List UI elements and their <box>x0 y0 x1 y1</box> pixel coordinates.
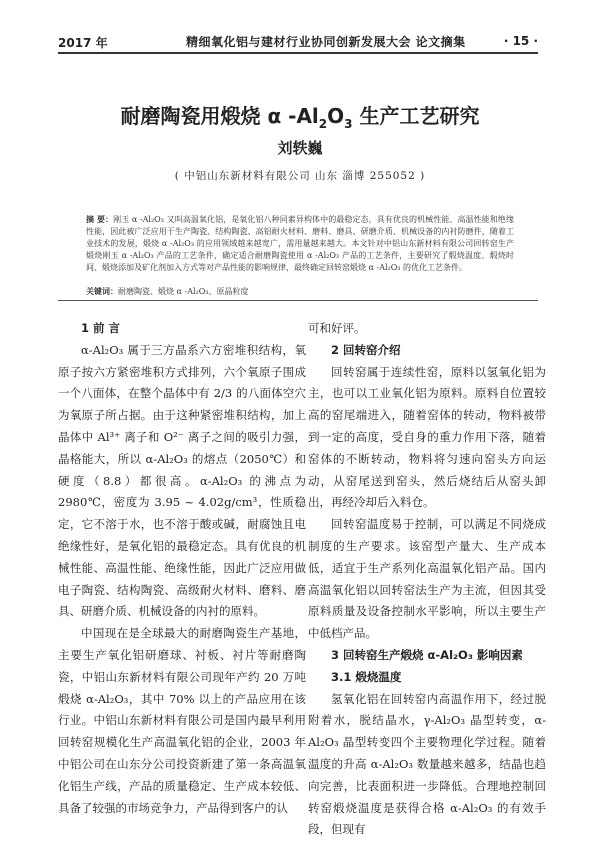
divider <box>58 300 538 301</box>
subsection-heading: 3.1 煅烧温度 <box>331 669 402 684</box>
keywords <box>86 286 514 297</box>
abstract-text: 刚玉 α -Al₂O₃ 又叫高温氧化铝，是氧化铝八种同素异构体中的最稳定态，具有优良的机械性能、高温性能和绝缘性能，因此被广泛应用于生产陶瓷、结构陶瓷、高铝耐火材料、磨料、磨具、研磨介质、机械设备的内衬防磨件，随着工业技术的发展，煅烧 α -Al₂O₃ 的应用领域越来越宽广，需用量越来越大。本文针对中铝山东新材料有限公司回转窑生产煅烧刚玉 α -Al₂O₃ 产品的工艺条件，确定适合耐磨陶瓷使用 α -Al₂O₃ 产品的工艺条件，主要研究了煅烧温度、煅烧时间、煅烧添加及矿化剂加入方式等对产品性能的影响规律，最终确定回转窑煅烧 α -Al₂O₃ 的优化工艺条件。 <box>86 215 514 272</box>
title-mid: O <box>327 104 345 128</box>
paragraph: 回转窑温度易于控制，可以满足不同烧成制度的生产要求。该窑型产量大、生产成本低，适宜于生产系列化高温氧化铝产品。国内高温氧化铝以回转窑法生产为主流，但因其受原料质量及设备控制水平影响，所以主要生产中低档产品。 <box>308 517 546 641</box>
header-year: 2017 年 <box>58 36 108 50</box>
running-header <box>58 30 538 54</box>
section-heading: 2 回转窑介绍 <box>331 342 401 357</box>
paragraph: 氢氧化铝在回转窑内高温作用下，经过脱附着水，脱结晶水，γ-Al₂O₃ 晶型转变，α-Al₂O₃ 晶型转变四个主要物理化学过程。随着温度的升高 α-Al₂O₃ 数量越来越多，结晶也趋向完善，比表面积进一步降低。合理地控制回转窑煅烧温度是获得合格 α-Al₂O₃ 的有效手段，但现有 <box>308 691 546 837</box>
paragraph: 可和好评。 <box>308 321 366 335</box>
header-page-number: · 15 · <box>503 34 538 48</box>
section-heading: 3 回转窑生产煅烧 α-Al₂O₃ 影响因素 <box>331 647 523 662</box>
paper-title <box>0 100 600 131</box>
keywords-label: 关键词： <box>86 287 118 296</box>
abstract <box>86 214 514 274</box>
paragraph: 回转窑属于连续性窑，原料以氢氧化铝为主，也可以工业氧化铝为原料。原料自位置较高的窑尾端进入，随着窑体的转动，物料被带到一定的高度，受自身的重力作用下落，随着窑体的不断转动，物料将匀速向窑头方向运动，从窑尾送到窑头，然后烧结后从窑头卸出，再经冷却后入料仓。 <box>308 364 546 510</box>
left-column <box>58 318 306 819</box>
header-journal: 精细氧化铝与建材行业协同创新发展大会 论文摘集 <box>186 35 466 49</box>
section-heading: 1 前 言 <box>81 321 121 335</box>
right-column <box>308 318 546 841</box>
author-name: 刘轶巍 <box>277 139 323 157</box>
paragraph: 中国现在是全球最大的耐磨陶瓷生产基地，主要生产氧化铝研磨球、衬板、衬片等耐磨陶瓷，中铝山东新材料有限公司现年产约 20 万吨煅烧 α-Al₂O₃，其中 70% 以上的产品应用在该行业。中铝山东新材料有限公司是国内最早利用回转窑规模化生产高温氧化铝的企业，2003 年中铝公司在山东分公司投资新建了第一条高温氧化铝生产线，产品的质量稳定、生产成本较低、具备了较强的市场竞争力，产品得到客户的认 <box>58 626 306 815</box>
title-sub: 2 <box>318 117 328 131</box>
affiliation: ( 中铝山东新材料有限公司 山东 淄博 255052 ) <box>174 170 426 182</box>
title-sub2: 3 <box>344 117 353 131</box>
abstract-label: 摘 要： <box>86 215 114 224</box>
paragraph: α-Al₂O₃ 属于三方晶系六方密堆积结构，氧原子按六方紧密堆积方式排列，六个氧原子围成一个八面体，在整个晶体中有 2/3 的八面体空穴为氧原子所占据。由于这种紧密堆积结构，加上晶体中 Al³⁺ 离子和 O²⁻ 离子之间的吸引力强，晶格能大，所以 α-Al₂O₃ 的熔点（2050℃）和硬度（8.8）都很高。α-Al₂O₃ 的沸点为 2980℃，密度为 3.95 ~ 4.02g/cm³，性质稳定，它不溶于水，也不溶于酸或碱，耐腐蚀且电绝缘性好，是氧化铝的最稳定态。具有优良的机械性能、高温性能、绝缘性能，因此广泛应用做电子陶瓷、结构陶瓷、高级耐火材料、磨料、磨具、研磨介质、机械设备的内衬的原料。 <box>58 342 306 619</box>
title-suffix: 生产工艺研究 <box>352 104 480 128</box>
keywords-text: 耐磨陶瓷、煅烧 α -Al₂O₃、原晶粒度 <box>118 287 249 296</box>
title-prefix: 耐磨陶瓷用煅烧 α -Al <box>120 104 319 128</box>
